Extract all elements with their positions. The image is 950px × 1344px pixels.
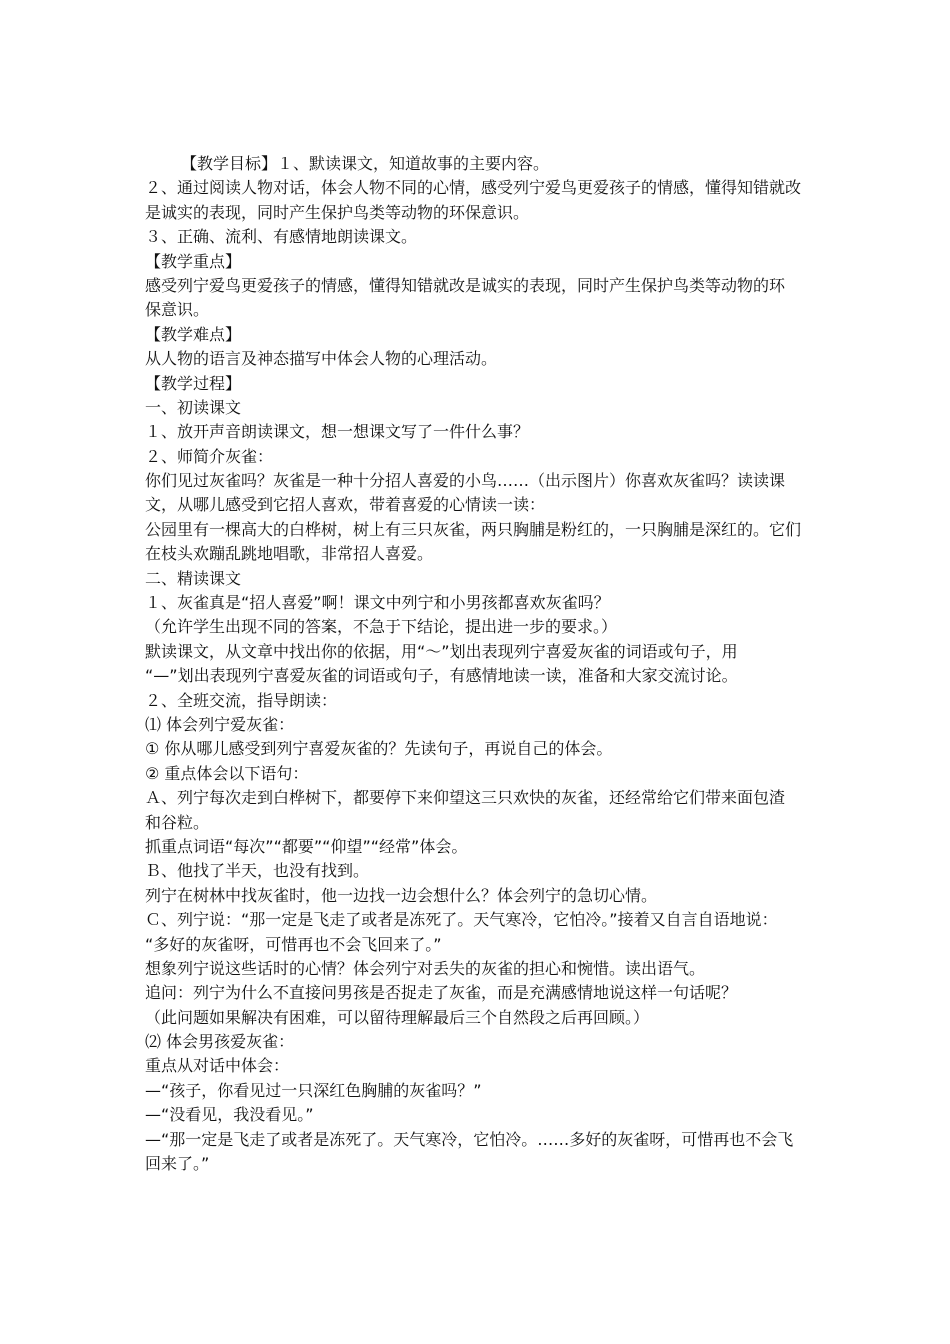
- text-line: 你们见过灰雀吗？灰雀是一种十分招人喜爱的小鸟……（出示图片）你喜欢灰雀吗？读读课: [145, 471, 786, 491]
- objectives-heading-line: 【教学目标】１、默读课文，知道故事的主要内容。: [181, 154, 550, 173]
- dialogue-line: —“那一定是飞走了或者是冻死了。天气寒冷，它怕冷。……多好的灰雀呀，可惜再也不会飞: [145, 1129, 794, 1149]
- text-line: Ｃ、列宁说：“那一定是飞走了或者是冻死了。天气寒冷，它怕冷。”接着又自言自语地说：: [145, 910, 778, 930]
- text-line: 追问：列宁为什么不直接问男孩是否捉走了灰雀，而是充满感情地说这样一句话呢？: [145, 983, 738, 1003]
- section-heading-key-points: 【教学重点】: [145, 251, 242, 271]
- text-line: ② 重点体会以下语句：: [145, 763, 309, 783]
- text-line: 列宁在树林中找灰雀时，他一边找一边会想什么？体会列宁的急切心情。: [145, 885, 658, 905]
- section-heading-difficulties: 【教学难点】: [145, 324, 242, 344]
- text-line: 默读课文，从文章中找出你的依据，用“～”划出表现列宁喜爱灰雀的词语或句子，用: [145, 641, 738, 661]
- dialogue-line: 回来了。”: [145, 1154, 210, 1174]
- text-line: 和谷粒。: [145, 812, 210, 832]
- text-line: “多好的灰雀呀，可惜再也不会飞回来了。”: [145, 934, 442, 954]
- text-line: 保意识。: [145, 300, 210, 320]
- text-line: 感受列宁爱鸟更爱孩子的情感，懂得知错就改是诚实的表现，同时产生保护鸟类等动物的环: [145, 275, 786, 295]
- text-line: （允许学生出现不同的答案，不急于下结论，提出进一步的要求。）: [145, 617, 618, 637]
- text-line: 是诚实的表现，同时产生保护鸟类等动物的环保意识。: [145, 202, 530, 222]
- text-line: １、放开声音朗读课文，想一想课文写了一件什么事？: [145, 422, 530, 442]
- subheading-close-reading: 二、精读课文: [145, 568, 242, 588]
- dialogue-line: —“孩子，你看见过一只深红色胸脯的灰雀吗？”: [145, 1080, 482, 1100]
- text-line: ２、全班交流，指导朗读：: [145, 690, 338, 710]
- subheading-first-reading: 一、初读课文: [145, 397, 242, 417]
- text-line: （此问题如果解决有困难，可以留待理解最后三个自然段之后再回顾。）: [145, 1007, 650, 1027]
- text-line: 重点从对话中体会：: [145, 1056, 290, 1076]
- text-line: 想象列宁说这些话时的心情？体会列宁对丢失的灰雀的担心和惋惜。读出语气。: [145, 958, 706, 978]
- text-line: “—”划出表现列宁喜爱灰雀的词语或句子，有感情地读一读，准备和大家交流讨论。: [145, 666, 738, 686]
- text-line: Ａ、列宁每次走到白桦树下，都要停下来仰望这三只欢快的灰雀，还经常给它们带来面包渣: [145, 788, 786, 808]
- text-line: ２、通过阅读人物对话，体会人物不同的心情，感受列宁爱鸟更爱孩子的情感，懂得知错就改: [145, 178, 802, 198]
- document-body: [145, 152, 815, 1176]
- text-line: 抓重点词语“每次”“都要”“仰望”“经常”体会。: [145, 836, 468, 856]
- text-line: Ｂ、他找了半天，也没有找到。: [145, 861, 370, 881]
- text-line: １、灰雀真是“招人喜爱”啊！课文中列宁和小男孩都喜欢灰雀吗？: [145, 593, 610, 613]
- text-line: 在枝头欢蹦乱跳地唱歌，非常招人喜爱。: [145, 544, 434, 564]
- text-line: ２、师简介灰雀：: [145, 446, 274, 466]
- text-line: ⑵ 体会男孩爱灰雀：: [145, 1032, 295, 1052]
- text-line: 文，从哪儿感受到它招人喜欢，带着喜爱的心情读一读：: [145, 495, 546, 515]
- text-line: ⑴ 体会列宁爱灰雀：: [145, 714, 295, 734]
- dialogue-line: —“没看见，我没看见。”: [145, 1105, 314, 1125]
- text-line: ３、正确、流利、有感情地朗读课文。: [145, 227, 418, 247]
- text-line: 从人物的语言及神态描写中体会人物的心理活动。: [145, 349, 498, 369]
- section-heading-process: 【教学过程】: [145, 373, 242, 393]
- text-line: ① 你从哪儿感受到列宁喜爱灰雀的？先读句子，再说自己的体会。: [145, 739, 613, 759]
- text-line: 公园里有一棵高大的白桦树，树上有三只灰雀，两只胸脯是粉红的，一只胸脯是深红的。它们: [145, 519, 802, 539]
